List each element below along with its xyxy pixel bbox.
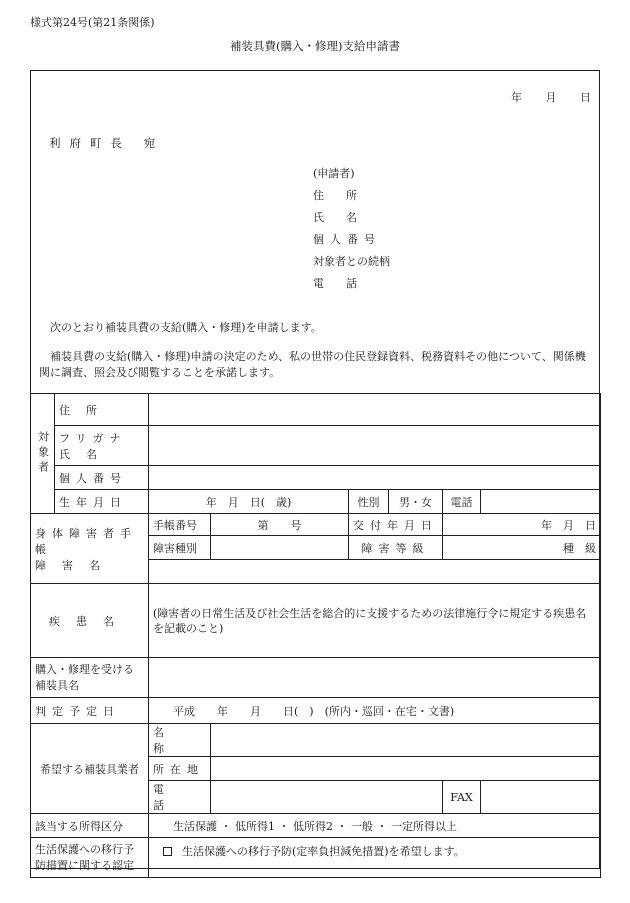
disability-grade-field[interactable]: 種 級 (443, 536, 601, 560)
applicant-heading: (申請者) (313, 167, 355, 180)
handbook-number-field[interactable]: 第 号 (211, 514, 349, 536)
applicant-relation-label: 対象者との続柄 (313, 255, 390, 268)
application-date[interactable]: 年 月 日 (511, 91, 591, 104)
disability-name-label: 障害名 (35, 558, 116, 572)
transition-label: 生活保護への移行予防措置に関する認定 (31, 838, 149, 878)
handbook-label: 身体障害者手帳 (35, 526, 137, 556)
target-address-field[interactable] (149, 394, 601, 426)
device-label: 購入・修理を受ける補装具名 (31, 658, 149, 698)
applicant-address-label: 住所 (313, 189, 379, 202)
name-label: 氏名 (59, 447, 113, 461)
income-label: 該当する所得区分 (31, 814, 149, 838)
disease-label: 疾患名 (31, 584, 149, 658)
disability-section-label (31, 514, 149, 584)
applicant-name-label: 氏名 (313, 211, 379, 224)
income-options[interactable]: 生活保護 ・ 低所得1 ・ 低所得2 ・ 一般 ・ 一定所得以上 (149, 814, 601, 838)
vendor-label: 希望する補装具業者 (31, 724, 149, 814)
target-section-label: 対象者 (31, 394, 55, 514)
addressee: 利府町長 宛 (49, 136, 165, 150)
target-birth-field[interactable]: 年 月 日( 歳) (149, 490, 349, 514)
judgement-date-field[interactable]: 平成 年 月 日( ) (所内・巡回・在宅・文書) (149, 698, 601, 724)
judgement-date-label: 判定予定日 (31, 698, 149, 724)
vendor-location-field[interactable] (211, 757, 601, 781)
sex-label: 性別 (349, 490, 389, 514)
vendor-phone-label: 電話 (149, 781, 211, 814)
target-birth-label: 生年月日 (55, 490, 149, 514)
consent-statement: 補装具費の支給(購入・修理)申請の決定のため、私の世帯の住民登録資料、税務資料その他について、関係機関に調査、照会及び閲覧することを承諾します。 (39, 350, 586, 379)
target-address-label: 住所 (55, 394, 149, 426)
transition-checkbox[interactable] (163, 847, 172, 856)
form-table (30, 393, 601, 878)
issue-date-label: 交付年月日 (349, 514, 443, 536)
target-mynumber-label: 個人番号 (55, 466, 149, 490)
issue-date-field[interactable]: 年 月 日 (443, 514, 601, 536)
application-form (30, 70, 600, 872)
target-furigana-name-label (55, 426, 149, 466)
disability-grade-label: 障害等級 (349, 536, 443, 560)
document-title: 補装具費(購入・修理)支給申請書 (230, 39, 400, 53)
furigana-label: フリガナ (59, 431, 127, 445)
vendor-phone-field[interactable] (211, 781, 443, 814)
request-statement: 次のとおり補装具費の支給(購入・修理)を申請します。 (50, 321, 322, 334)
disability-name-field[interactable] (149, 560, 601, 584)
form-number: 様式第24号(第21条関係) (30, 16, 155, 29)
applicant-phone-label: 電話 (313, 277, 379, 290)
target-phone-field[interactable] (481, 490, 601, 514)
target-mynumber-field[interactable] (149, 466, 601, 490)
application-header-area (31, 71, 599, 393)
applicant-mynumber-label: 個人番号 (313, 233, 381, 246)
handbook-number-label: 手帳番号 (149, 514, 211, 536)
vendor-fax-label: FAX (443, 781, 481, 814)
transition-checkbox-text: 生活保護への移行予防(定率負担減免措置)を希望します。 (182, 845, 465, 858)
disease-field[interactable]: (障害者の日常生活及び社会生活を総合的に支援するための法律施行令に規定する疾患名を記載のこと) (149, 584, 601, 658)
vendor-location-label: 所在地 (149, 757, 211, 781)
vendor-name-field[interactable] (211, 724, 601, 757)
transition-field[interactable] (149, 838, 601, 878)
disability-type-field[interactable] (211, 536, 349, 560)
vendor-name-label: 名称 (149, 724, 211, 757)
vendor-fax-field[interactable] (481, 781, 601, 814)
target-phone-label: 電話 (443, 490, 481, 514)
disability-type-label: 障害種別 (149, 536, 211, 560)
sex-options[interactable]: 男・女 (389, 490, 443, 514)
target-name-field[interactable] (149, 426, 601, 466)
device-field[interactable] (149, 658, 601, 698)
